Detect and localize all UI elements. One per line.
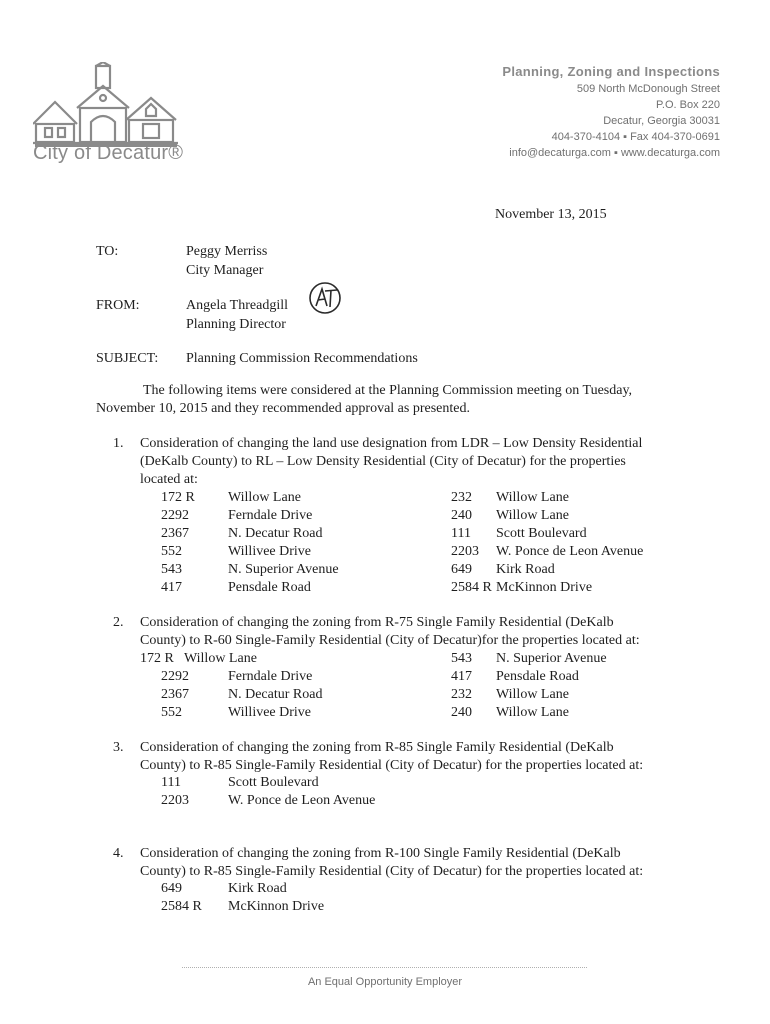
email-web-line: info@decaturga.com ▪ www.decaturga.com <box>509 147 720 159</box>
table-row <box>0 686 770 704</box>
property-table <box>0 489 770 597</box>
address-number: 232 <box>451 490 472 505</box>
table-row <box>0 507 770 525</box>
item-line: Consideration of changing the zoning from R-75 Single Family Residential (DeKalb <box>140 615 614 630</box>
footer-divider <box>182 967 587 968</box>
address-number: 543 <box>161 562 182 577</box>
street-name: McKinnon Drive <box>228 899 325 914</box>
footer-text: An Equal Opportunity Employer <box>307 976 463 988</box>
item-line: County) to R-60 Single-Family Residential (City of Decatur)for the properties located at: <box>140 633 640 648</box>
street-name: Scott Boulevard <box>496 526 587 541</box>
street-name: Ferndale Drive <box>228 508 313 523</box>
property-table <box>0 880 770 916</box>
address-number: 417 <box>161 580 182 595</box>
street-name: Kirk Road <box>496 562 555 577</box>
street-name: Willow Lane <box>496 687 569 702</box>
address-number: 2203 <box>451 544 479 559</box>
item-number: 4. <box>113 846 124 861</box>
street-name: Scott Boulevard <box>228 775 319 790</box>
item-line: County) to R-85 Single-Family Residential (City of Decatur) for the properties located at: <box>140 758 644 773</box>
item-description <box>140 435 680 489</box>
street-name: Willow Lane <box>496 490 569 505</box>
address-number: 2367 <box>161 526 189 541</box>
address-number: 2292 <box>161 508 189 523</box>
item-line: Consideration of changing the zoning from R-100 Single Family Residential (DeKalb <box>140 846 621 861</box>
handwritten-initials <box>307 280 343 316</box>
address-number: 172 R <box>140 651 174 666</box>
item-line: Consideration of changing the zoning from R-85 Single Family Residential (DeKalb <box>140 740 614 755</box>
item-line: located at: <box>140 472 198 487</box>
street-name: Pensdale Road <box>228 580 311 595</box>
address-line: Decatur, Georgia 30031 <box>603 115 720 127</box>
department-name: Planning, Zoning and Inspections <box>502 64 720 79</box>
street-name: Willow Lane <box>228 490 301 505</box>
address-number: 417 <box>451 669 472 684</box>
table-row <box>0 561 770 579</box>
street-name: Pensdale Road <box>496 669 579 684</box>
from-label: FROM: <box>96 298 140 313</box>
item-description <box>140 845 680 881</box>
logo-wordmark: City of Decatur® <box>33 142 184 164</box>
street-name: Willivee Drive <box>228 705 312 720</box>
address-number: 2203 <box>161 793 189 808</box>
address-number: 552 <box>161 544 182 559</box>
street-name: N. Decatur Road <box>228 687 323 702</box>
item-number: 1. <box>113 436 124 451</box>
street-name: McKinnon Drive <box>496 580 593 595</box>
address-number: 172 R <box>161 490 195 505</box>
memo-date: November 13, 2015 <box>495 207 607 222</box>
street-name: Kirk Road <box>228 881 287 896</box>
street-name: Ferndale Drive <box>228 669 313 684</box>
phone-fax-line: 404-370-4104 ▪ Fax 404-370-0691 <box>551 131 720 143</box>
address-number: 649 <box>161 881 182 896</box>
table-row <box>0 880 770 898</box>
to-name: Peggy Merriss <box>186 244 268 259</box>
address-number: 2292 <box>161 669 189 684</box>
address-line: P.O. Box 220 <box>655 99 720 111</box>
table-row <box>0 668 770 686</box>
address-number: 240 <box>451 508 472 523</box>
table-row <box>0 489 770 507</box>
street-name: Willow Lane <box>496 508 569 523</box>
subject-label: SUBJECT: <box>96 351 159 366</box>
from-title: Planning Director <box>186 317 286 332</box>
property-table <box>0 650 770 722</box>
street-name: W. Ponce de Leon Avenue <box>496 544 644 559</box>
address-number: 240 <box>451 705 472 720</box>
from-name: Angela Threadgill <box>186 298 288 313</box>
item-line: Consideration of changing the land use designation from LDR – Low Density Residential <box>140 436 643 451</box>
item-number: 3. <box>113 740 124 755</box>
address-number: 2367 <box>161 687 189 702</box>
address-number: 2584 R <box>161 899 202 914</box>
street-name: N. Decatur Road <box>228 526 323 541</box>
table-row <box>0 650 770 668</box>
intro-line: November 10, 2015 and they recommended approval as presented. <box>96 401 470 416</box>
street-name: N. Superior Avenue <box>496 651 607 666</box>
item-description <box>140 739 680 775</box>
address-number: 2584 R <box>451 580 492 595</box>
street-name: Willow Lane <box>184 651 257 666</box>
item-line: County) to R-85 Single-Family Residential (City of Decatur) for the properties located at: <box>140 864 644 879</box>
address-number: 543 <box>451 651 472 666</box>
address-number: 552 <box>161 705 182 720</box>
letterhead-contact <box>502 64 720 161</box>
table-row <box>0 579 770 597</box>
address-line: 509 North McDonough Street <box>576 83 720 95</box>
table-row <box>0 543 770 561</box>
address-number: 111 <box>451 526 471 541</box>
address-number: 649 <box>451 562 472 577</box>
table-row <box>0 774 770 792</box>
to-label: TO: <box>96 244 119 259</box>
item-number: 2. <box>113 615 124 630</box>
street-name: W. Ponce de Leon Avenue <box>228 793 376 808</box>
table-row <box>0 898 770 916</box>
intro-paragraph <box>96 382 676 418</box>
item-line: (DeKalb County) to RL – Low Density Residential (City of Decatur) for the properties <box>140 454 626 469</box>
property-table <box>0 774 770 810</box>
subject-text: Planning Commission Recommendations <box>186 351 418 366</box>
table-row <box>0 704 770 722</box>
street-name: Willivee Drive <box>228 544 312 559</box>
address-number: 111 <box>161 775 181 790</box>
address-number: 232 <box>451 687 472 702</box>
street-name: N. Superior Avenue <box>228 562 339 577</box>
street-name: Willow Lane <box>496 705 569 720</box>
table-row <box>0 525 770 543</box>
intro-line: The following items were considered at the Planning Commission meeting on Tuesday, <box>143 383 633 398</box>
table-row <box>0 792 770 810</box>
to-title: City Manager <box>186 263 264 278</box>
item-description <box>140 614 680 650</box>
